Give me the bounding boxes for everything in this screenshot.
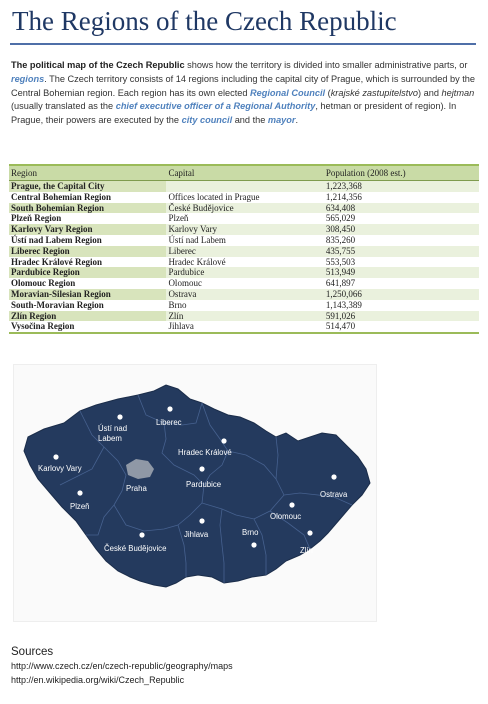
map-label-jihlava: Jihlava [184, 530, 209, 539]
map-label-karlovy-vary: Karlovy Vary [38, 464, 82, 473]
cell-region: South Bohemian Region [9, 203, 166, 214]
cell-region: Olomouc Region [11, 278, 76, 289]
intro-text-b: . The Czech territory consists of 14 regions including the capital city of Prague, which is surrounded by the Central Bohemian region. Each region has its own elected [11, 73, 476, 98]
intro-text-d: ) and [418, 87, 442, 98]
city-dot-usti [117, 414, 122, 419]
cell-region: Zlín Region [9, 311, 166, 322]
cell-capital: Hradec Králové [168, 256, 226, 267]
map-label-hradec: Hradec Králové [178, 448, 232, 457]
cell-region: Moravian-Silesian Region [9, 289, 166, 300]
map-label-pardubice: Pardubice [186, 480, 222, 489]
cell-population: 835,260 [325, 234, 356, 245]
map-label-usti-line: Ústí nad [98, 424, 128, 433]
table-row [9, 213, 479, 224]
cell-region: Prague, the Capital City [9, 181, 166, 192]
intro-bold: The political map of the Czech Republic [11, 60, 185, 70]
table-row [9, 235, 479, 246]
map-label-ostrava: Ostrava [320, 490, 348, 499]
cell-population: 435,755 [325, 245, 356, 256]
link-chief-executive[interactable]: chief executive officer of a Regional Authority [115, 101, 316, 112]
table-row [9, 267, 479, 278]
intro-text-h: . [295, 115, 299, 126]
cell-population: 1,143,389 [325, 299, 362, 310]
map-label-usti-line: Labem [98, 434, 122, 443]
cell-capital: Brno [168, 299, 187, 310]
city-dot-hradec [221, 438, 226, 443]
link-regional-council[interactable]: Regional Council [250, 87, 326, 98]
link-city-council[interactable]: city council [181, 115, 233, 126]
regions-table-wrapper [9, 164, 479, 334]
cell-capital: Ústí nad Labem [168, 234, 226, 245]
cell-population: 641,897 [325, 278, 356, 289]
intro-text-f: , hetman or president of region). In Prague, their powers are executed by the [11, 101, 457, 126]
intro-text-g: and the [232, 115, 268, 126]
czech-map [13, 364, 377, 622]
city-dot-olomouc [289, 502, 294, 507]
city-dot-pardubice [199, 466, 204, 471]
cell-region: Plzeň Region [11, 213, 62, 224]
header-region: Region [9, 165, 166, 181]
table-row [9, 192, 479, 203]
table-row [9, 203, 479, 214]
cell-region: Hradec Králové Region [11, 256, 102, 267]
map-svg [14, 365, 376, 621]
cell-capital: Liberec [168, 245, 196, 256]
cell-region: South-Moravian Region [11, 299, 104, 310]
cell-population: 634,408 [325, 202, 356, 213]
link-regions[interactable]: regions [11, 73, 45, 84]
table-row [9, 224, 479, 235]
cell-capital: Jihlava [166, 321, 323, 333]
cell-region: Liberec Region [9, 246, 166, 257]
regions-table [9, 164, 479, 334]
cell-population: 1,223,368 [325, 181, 362, 191]
cell-capital: Ostrava [168, 288, 197, 299]
page-title: The Regions of the Czech Republic [12, 6, 397, 36]
map-label-olomouc: Olomouc [270, 512, 302, 521]
intro-text-e: (usually translated as the [11, 101, 116, 112]
intro-italic-kz: krajské zastupitelstvo [330, 87, 419, 98]
cell-capital: Pardubice [168, 267, 205, 278]
cell-region: Ústí nad Labem Region [11, 234, 102, 245]
table-row [9, 311, 479, 322]
cell-population: 513,949 [325, 267, 356, 278]
table-row [9, 181, 479, 192]
title-divider [10, 43, 476, 45]
map-label-liberec: Liberec [156, 418, 182, 427]
cell-population: 1,214,356 [325, 191, 362, 202]
intro-text-c: ( [325, 87, 331, 98]
map-label-zlin: Zlín [300, 546, 313, 555]
cell-population: 553,503 [325, 256, 356, 267]
link-mayor[interactable]: mayor [267, 115, 296, 126]
map-label-plzen: Plzeň [70, 502, 90, 511]
cell-capital: České Budějovice [168, 202, 234, 213]
cell-capital: Plzeň [168, 213, 189, 224]
table-row [9, 300, 479, 311]
cell-region: Central Bohemian Region [11, 191, 111, 202]
table-row [9, 289, 479, 300]
cell-region: Karlovy Vary Region [9, 224, 166, 235]
cell-population: 1,250,066 [325, 288, 362, 299]
cell-population: 591,026 [325, 310, 356, 321]
sources-heading: Sources [11, 646, 54, 658]
table-header-row [9, 165, 479, 181]
city-dot-zlin [307, 530, 312, 535]
city-dot-liberec [167, 406, 172, 411]
city-dot-plzen [77, 490, 82, 495]
cell-capital: Olomouc [168, 278, 202, 289]
header-capital: Capital [166, 165, 323, 181]
city-dot-ceske [139, 532, 144, 537]
cell-region: Pardubice Region [9, 267, 166, 278]
table-row [9, 257, 479, 268]
cell-region: Vysočina Region [9, 321, 166, 333]
intro-italic-hejtman: hejtman [441, 87, 475, 98]
city-dot-jihlava [199, 518, 204, 523]
cell-capital: Offices located in Prague [168, 191, 260, 202]
city-dot-brno [251, 542, 256, 547]
cell-capital: Zlín [168, 310, 184, 321]
table-row [9, 321, 479, 333]
map-label-brno: Brno [242, 528, 259, 537]
source-link-czech[interactable]: http://www.czech.cz/en/czech-republic/geography/maps [11, 661, 233, 671]
cell-population: 308,450 [325, 224, 356, 235]
cell-population: 514,470 [324, 321, 479, 333]
map-label-praha: Praha [126, 484, 147, 493]
intro-paragraph [11, 59, 477, 128]
cell-capital: Karlovy Vary [168, 224, 218, 235]
city-dot-karlovy-vary [53, 454, 58, 459]
table-row [9, 278, 479, 289]
table-row [9, 246, 479, 257]
cell-capital [166, 181, 323, 192]
cell-population: 565,029 [325, 213, 356, 224]
map-label-ceske: České Budějovice [104, 544, 167, 553]
header-population: Population (2008 est.) [324, 165, 479, 181]
intro-text-a: shows how the territory is divided into smaller administrative parts, or [184, 60, 468, 70]
table-body [9, 181, 479, 334]
source-link-wikipedia[interactable]: http://en.wikipedia.org/wiki/Czech_Republic [11, 675, 185, 685]
city-dot-ostrava [331, 474, 336, 479]
